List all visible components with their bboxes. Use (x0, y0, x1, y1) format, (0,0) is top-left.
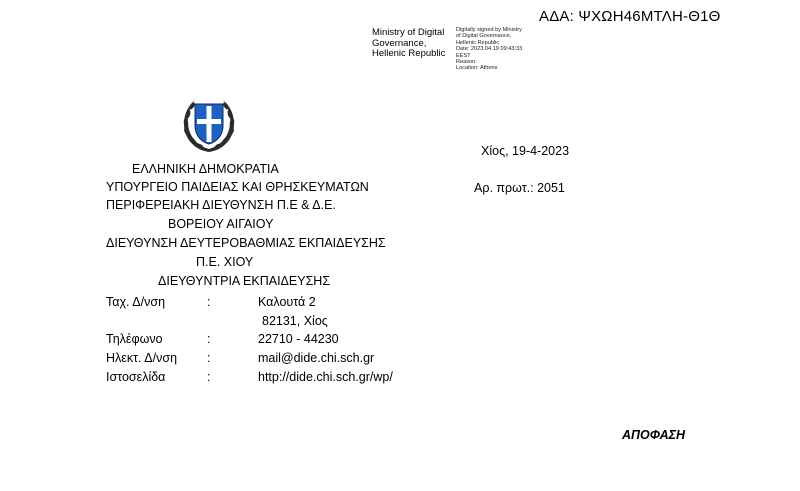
field-separator: : (207, 370, 211, 384)
document-date: Χίος, 19-4-2023 (481, 144, 570, 158)
ada-code: ΑΔΑ: ΨΧΩΗ46ΜΤΛΗ-Θ1Θ (539, 8, 721, 25)
phone-value: 22710 - 44230 (258, 332, 339, 346)
protocol-number: Αρ. πρωτ.: 2051 (474, 181, 565, 195)
signature-detail-line: of Digital Governance, (456, 33, 512, 40)
phone-label: Τηλέφωνο (106, 332, 163, 346)
email-label: Ηλεκτ. Δ/νση (106, 351, 178, 365)
signature-detail-line: EEST (456, 52, 471, 59)
header-line: ΥΠΟΥΡΓΕΙΟ ΠΑΙΔΕΙΑΣ ΚΑΙ ΘΡΗΣΚΕΥΜΑΤΩΝ (106, 180, 369, 194)
header-line: Π.Ε. ΧΙΟΥ (196, 255, 254, 269)
website-value: http://dide.chi.sch.gr/wp/ (258, 370, 393, 384)
website-label: Ιστοσελίδα (106, 370, 166, 384)
signature-detail-line: Reason: (456, 59, 477, 66)
header-line: ΔΙΕΥΘΥΝΤΡΙΑ ΕΚΠΑΙΔΕΥΣΗΣ (158, 274, 331, 288)
postal-value: 82131, Χίος (262, 314, 328, 328)
signer-line: Hellenic Republic (372, 48, 446, 59)
digital-signature-signer (372, 28, 445, 60)
header-line: ΠΕΡΙΦΕΡΕΙΑΚΗ ΔΙΕΥΘΥΝΣΗ Π.Ε & Δ.Ε. (106, 198, 336, 212)
header-line: ΕΛΛΗΝΙΚΗ ΔΗΜΟΚΡΑΤΙΑ (132, 162, 279, 176)
header-line: ΒΟΡΕΙΟΥ ΑΙΓΑΙΟΥ (168, 217, 274, 231)
field-separator: : (207, 295, 211, 309)
digital-signature-details (456, 27, 522, 72)
greek-coat-of-arms-icon (178, 94, 240, 156)
field-separator: : (207, 351, 211, 365)
signer-line: Governance, (372, 37, 427, 49)
decision-title: ΑΠΟΦΑΣΗ (622, 428, 686, 442)
header-line: ΔΙΕΥΘΥΝΣΗ ΔΕΥΤΕΡΟΒΑΘΜΙΑΣ ΕΚΠΑΙΔΕΥΣΗΣ (106, 236, 386, 250)
email-value: mail@dide.chi.sch.gr (258, 351, 375, 365)
field-separator: : (207, 332, 211, 346)
signature-detail-line: Date: 2023.04.19 09:43:33 (456, 46, 523, 53)
signature-detail-line: Digitally signed by Ministry (456, 27, 522, 33)
signer-line: Ministry of Digital (372, 27, 445, 38)
address-label: Ταχ. Δ/νση (106, 295, 166, 309)
signature-detail-line: Location: Athens (456, 65, 498, 72)
address-value: Καλουτά 2 (258, 295, 316, 309)
signature-detail-line: Hellenic Republic (456, 39, 500, 46)
